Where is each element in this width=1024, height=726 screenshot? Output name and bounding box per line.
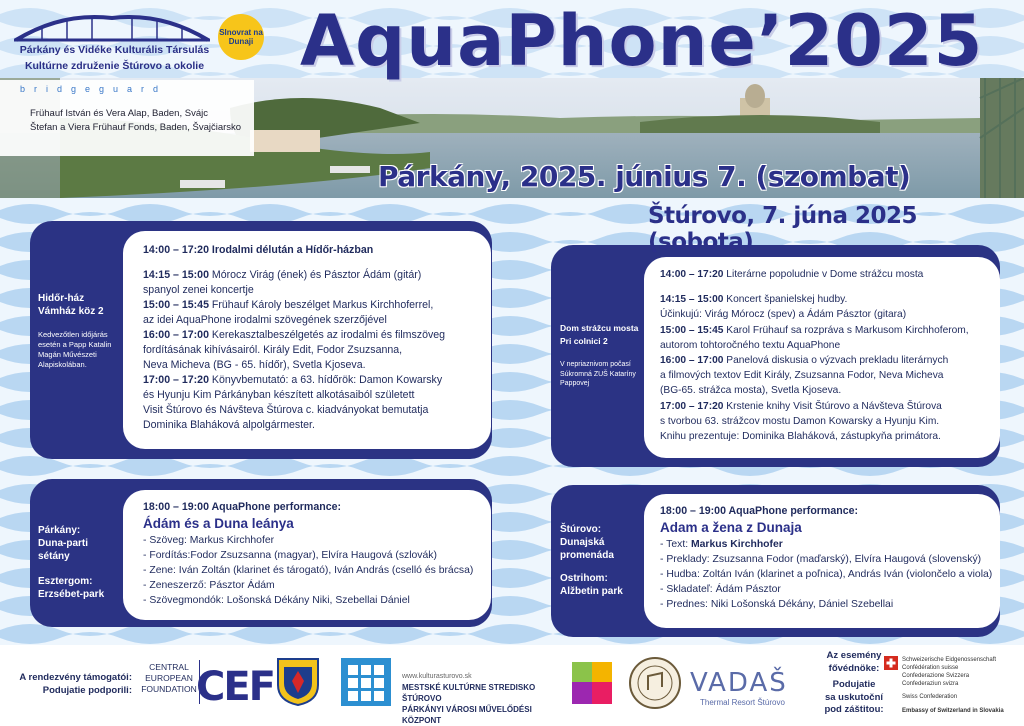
program-line: Neva Micheva (BG - 65. hídőr), Svetla Kjoseva. — [143, 359, 366, 371]
date-hungarian: Párkány, 2025. június 7. (szombat) — [378, 160, 911, 193]
sk-performance-location — [560, 523, 644, 598]
mks-logo-text: www.kulturasturovo.sk MESTSKÉ KULTÚRNE STREDISKO ŠTÚROVO PÁRKÁNYI VÁROSI MŰVELŐDÉSI KÖZPONT — [402, 673, 536, 725]
program-line: az idei AquaPhone irodalmi szövegének szerzőjével — [143, 314, 387, 326]
program-line: 15:00 – 15:45 Karol Frühauf sa rozpráva s Markusom Kirchhoferom, — [660, 324, 969, 336]
performance-time: 18:00 – 19:00 AquaPhone performance: — [143, 501, 342, 513]
location-name: Štúrovo: — [560, 524, 602, 535]
slnovrat-logo: Slnovrat na Dunaji — [218, 14, 264, 60]
performance-title: Adam a žena z Dunaja — [660, 520, 802, 535]
fund-line-sk: Štefan a Viera Frühauf Fonds, Baden, Švajčiarsko — [30, 122, 242, 133]
program-line: spanyol zenei koncertje — [143, 284, 254, 296]
credit-line: - Hudba: Zoltán Iván (klarinet a poľnica), András Iván (violončelo a viola) — [660, 569, 993, 580]
performance-title: Ádám és a Duna leánya — [143, 516, 294, 531]
date-slovak: Štúrovo, 7. júna 2025 (sobota) — [648, 203, 918, 255]
swiss-embassy-text: Schweizerische Eidgenossenschaft Confédération suisse Confederazione Svizzera Confederaziun svizra Swiss Confederation Embassy of Switzerland in Slovakia — [902, 657, 1004, 714]
music-school-seal-icon — [628, 656, 682, 710]
location-place: promenáda — [560, 550, 614, 561]
location-name: Esztergom: — [38, 576, 93, 587]
hu-performance-program — [123, 490, 491, 620]
bridge-logo — [12, 10, 212, 44]
credit-line: - Zeneszerző: Pásztor Ádám — [143, 580, 275, 591]
cef-foundation-text: CENTRAL EUROPEAN FOUNDATION — [141, 662, 197, 694]
performance-time: 18:00 – 19:00 AquaPhone performance: — [660, 505, 859, 517]
program-line: s tvorbou 63. strážcov mostu Damon Kowarsky a Hyunju Kim. — [660, 415, 940, 427]
program-line: (BG-65. strážca mosta), Svetla Kjoseva. — [660, 385, 842, 397]
credit-line: - Szövegmondók: Lošonská Dékány Niki, Szebellai Dániel — [143, 595, 410, 606]
program-line: fordításának kihívásairól. Király Edit, Fodor Zsuzsanna, — [143, 344, 403, 356]
location-name: Dom strážcu mosta — [560, 323, 639, 333]
weather-note: V nepriaznivom počasí Súkromná ZUŠ Kataríny Pappovej — [560, 361, 636, 387]
program-line: 14:15 – 15:00 Koncert španielskej hudby. — [660, 294, 848, 306]
cef-logo: CEF — [196, 664, 275, 710]
credit-line: - Preklady: Zsuzsanna Fodor (maďarský), Elvíra Haugová (slovenský) — [660, 554, 982, 565]
location-name: Ostrihom: — [560, 573, 608, 584]
color-blocks-logo — [570, 660, 614, 706]
fund-line-hu: Frühauf István és Vera Alap, Baden, Svájc — [30, 108, 208, 119]
town-crest-icon — [276, 657, 320, 707]
location-place: Dunajská — [560, 537, 605, 548]
program-line: 14:00 – 17:20 Irodalmi délután a Hídőr-házban — [143, 244, 374, 256]
sk-literary-location — [560, 322, 648, 389]
credit-line: - Skladateľ: Ádám Pásztor — [660, 584, 781, 595]
program-line: Knihu prezentuje: Dominika Blaháková, zástupkyňa primátora. — [660, 431, 941, 443]
program-line: Dominika Blaháková alpolgármester. — [143, 419, 315, 431]
hu-literary-location — [38, 292, 120, 370]
location-place: Erzsébet-park — [38, 589, 105, 600]
credit-line: - Prednes: Niki Lošonská Dékány, Dániel Szebellai — [660, 599, 894, 610]
program-line: Účinkujú: Virág Mórocz (spev) a Ádám Pásztor (gitara) — [660, 309, 907, 321]
page-title: AquaPhone’2025 — [300, 0, 984, 82]
hu-literary-program — [123, 231, 491, 449]
sk-literary-program — [644, 257, 1000, 458]
sk-performance-program — [644, 494, 1000, 628]
credit-line: - Fordítás:Fodor Zsuzsanna (magyar), Elvíra Haugová (szlovák) — [143, 550, 437, 561]
vadas-tagline: Thermal Resort Štúrovo — [700, 698, 785, 707]
credit-line: - Text: Markus Kirchhofer — [660, 539, 783, 550]
hu-performance-location — [38, 524, 120, 601]
program-line: 16:00 – 17:00 Kerekasztalbeszélgetés az irodalmi és filmszöveg — [143, 329, 446, 341]
program-line: 14:00 – 17:20 Literárne popoludnie v Dome strážcu mosta — [660, 269, 924, 280]
program-line: 17:00 – 17:20 Krstenie knihy Visit Štúrovo a Návšteva Štúrova — [660, 400, 942, 412]
vadas-logo: VADAŠ — [690, 668, 788, 698]
sponsors-label: A rendezvény támogatói: Podujatie podporili: — [19, 672, 132, 696]
location-place: Duna-parti sétány — [38, 538, 88, 562]
credit-line: - Zene: Iván Zoltán (klarinet és tárogató), Iván András (cselló és brácsa) — [143, 565, 474, 576]
program-line: 17:00 – 17:20 Könyvbemutató: a 63. hídőrök: Damon Kowarsky — [143, 374, 443, 386]
patron-label: Az esemény fővédnöke: Podujatie sa uskutoční pod záštitou: — [824, 650, 884, 715]
program-line: és Hyunju Kim Párkányban készített alkotásaiból született — [143, 389, 415, 401]
location-name: Párkány: — [38, 525, 81, 536]
program-line: 14:15 – 15:00 Mórocz Virág (ének) és Pásztor Ádám (gitár) — [143, 269, 422, 281]
program-line: a filmových textov Edit Király, Zsuzsanna Fodor, Neva Micheva — [660, 370, 944, 382]
program-line: 16:00 – 17:00 Panelová diskusia o výzvach prekladu literárnych — [660, 355, 949, 367]
org-name-hu: Párkány és Vidéke Kulturális Társulás — [19, 44, 210, 56]
location-address: Pri colnici 2 — [560, 336, 608, 346]
location-name: Hidőr-ház — [38, 293, 85, 304]
program-line: autorom tohtoročného textu AquaPhone — [660, 339, 841, 351]
weather-note: Kedvezőtlen időjárás esetén a Papp Katalin Magán Művészeti Alapiskolában. — [38, 330, 112, 369]
org-name-sk: Kultúrne združenie Štúrovo a okolie — [24, 60, 205, 72]
program-line: 15:00 – 15:45 Frühauf Károly beszélget Markus Kirchhoferrel, — [143, 299, 434, 311]
bridgeguard-logo: bridgeguard — [20, 84, 168, 94]
credit-line: - Szöveg: Markus Kirchhofer — [143, 535, 275, 546]
location-place: Alžbetin park — [560, 586, 623, 597]
program-line: Visit Štúrovo és Návšteva Štúrova c. kiadványokat bemutatja — [143, 404, 429, 416]
window-grid-logo — [340, 657, 392, 707]
location-address: Vámház köz 2 — [38, 306, 104, 317]
swiss-flag-icon — [884, 656, 898, 670]
